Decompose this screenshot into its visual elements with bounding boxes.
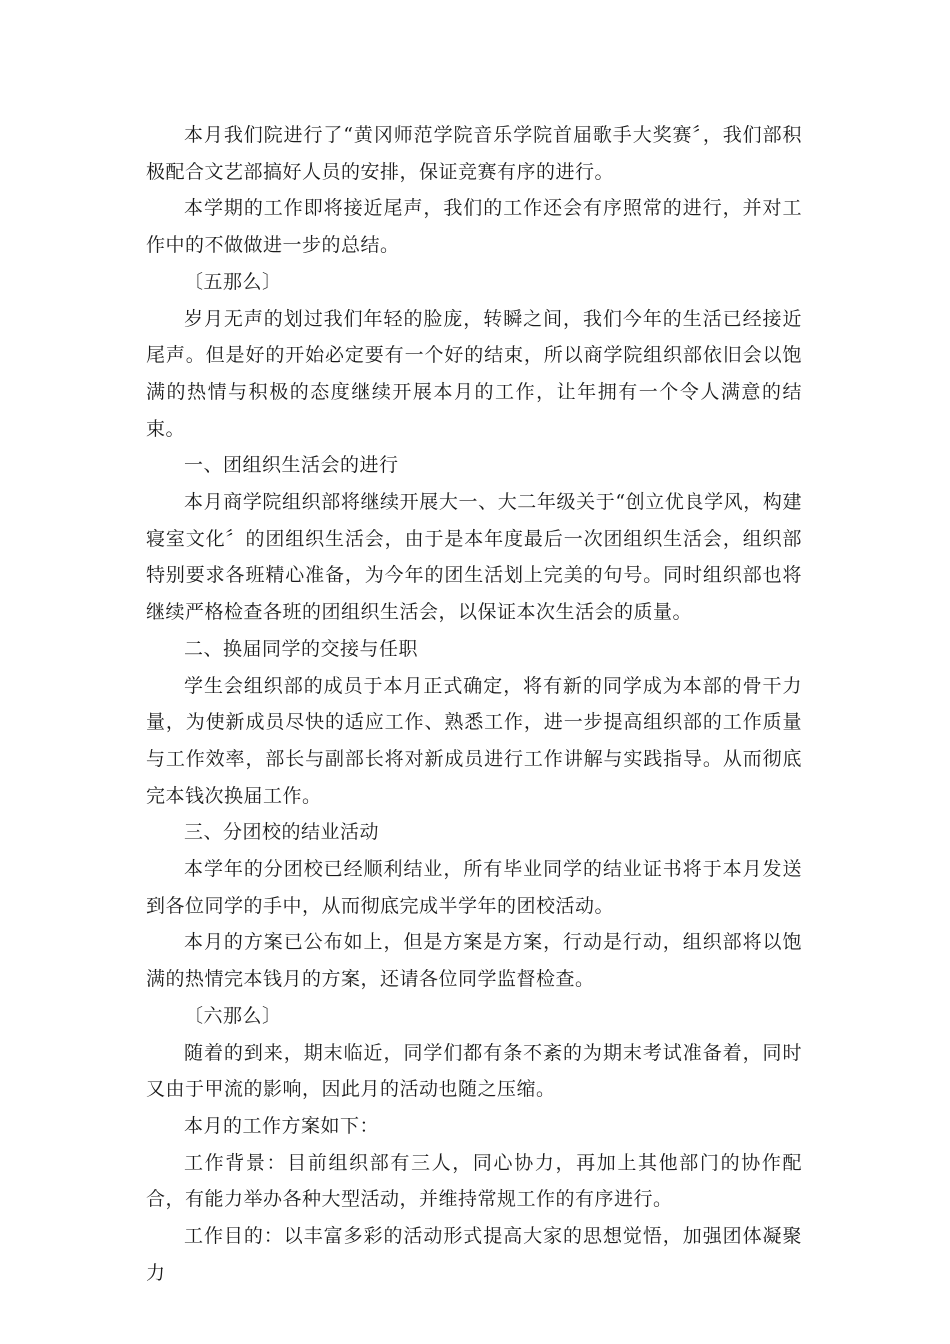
paragraph-6: 本学年的分团校已经顺利结业，所有毕业同学的结业证书将于本月发送到各位同学的手中，从而彻底完成半学年的团校活动。 [146,858,802,917]
paragraph-11: 工作目的：以丰富多彩的活动形式提高大家的思想觉悟，加强团体凝聚力 [146,1225,802,1284]
heading-item-three: 三、分团校的结业活动 [184,821,380,844]
paragraph-8: 随着的到来，期末临近，同学们都有条不紊的为期末考试准备着，同时又由于甲流的影响，因此月的活动也随之压缩。 [146,1041,802,1101]
paragraph-5: 学生会组织部的成员于本月正式确定，将有新的同学成为本部的骨干力量，为使新成员尽快的适应工作、熟悉工作，进一步提高组织部的工作质量与工作效率，部长与副部长将对新成员进行工作讲解与实践指导。从而彻底完本钱次换届工作。 [146,674,802,807]
paragraph-10: 工作背景：目前组织部有三人，同心协力，再加上其他部门的协作配合，有能力举办各种大型活动，并维持常规工作的有序进行。 [146,1151,802,1211]
paragraph-2: 本学期的工作即将接近尾声，我们的工作还会有序照常的进行，并对工作中的不做做进一步的总结。 [146,197,802,257]
section-heading-five: 〔五那么〕 [184,270,282,293]
section-heading-six: 〔六那么〕 [184,1004,282,1027]
paragraph-3: 岁月无声的划过我们年轻的脸庞，转瞬之间，我们今年的生活已经接近尾声。但是好的开始必定要有一个好的结束，所以商学院组织部依旧会以饱满的热情与积极的态度继续开展本月的工作，让年拥有一个令人满意的结束。 [146,307,802,440]
document-body [146,117,802,1292]
heading-item-two: 二、换届同学的交接与任职 [184,637,419,660]
paragraph-9: 本月的工作方案如下： [184,1114,380,1137]
paragraph-4: 本月商学院组织部将继续开展大一、大二年级关于“创立优良学风，构建寝室文化〞的团组织生活会，由于是本年度最后一次团组织生活会，组织部特别要求各班精心准备，为今年的团生活划上完美的句号。同时组织部也将继续严格检查各班的团组织生活会，以保证本次生活会的质量。 [146,491,802,624]
paragraph-7: 本月的方案已公布如上，但是方案是方案，行动是行动，组织部将以饱满的热情完本钱月的方案，还请各位同学监督检查。 [146,931,802,991]
heading-item-one: 一、团组织生活会的进行 [184,454,399,477]
paragraph-1: 本月我们院进行了“黄冈师范学院音乐学院首届歌手大奖赛〞，我们部积极配合文艺部搞好人员的安排，保证竞赛有序的进行。 [146,124,802,183]
